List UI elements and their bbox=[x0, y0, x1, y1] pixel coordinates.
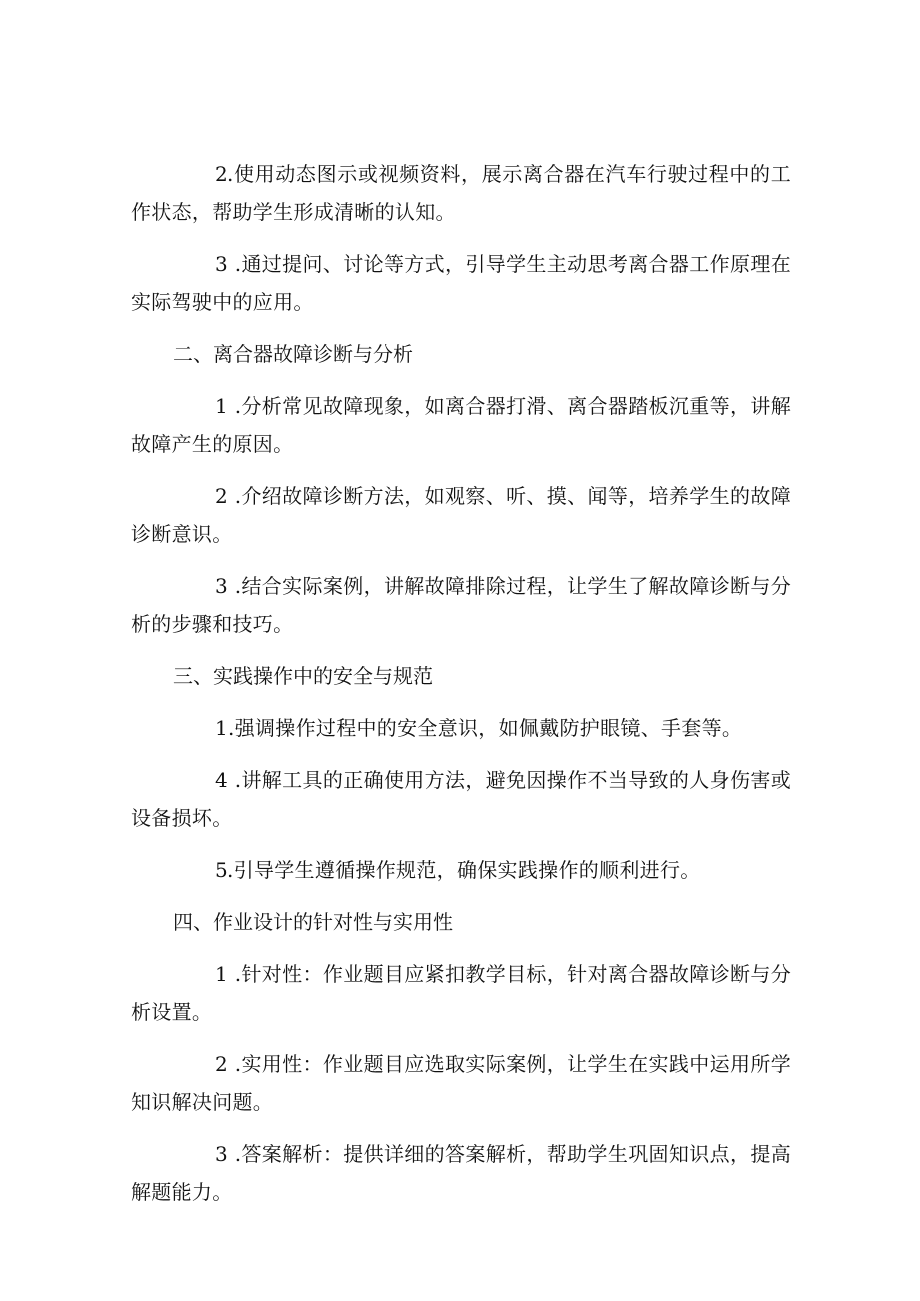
paragraph-item-1-safety-awareness bbox=[131, 709, 791, 747]
section-heading-safety: 三、实践操作中的安全与规范 bbox=[173, 664, 433, 688]
paragraph-item-5-operation-rules bbox=[131, 851, 791, 889]
paragraph-item-2-practicality bbox=[131, 1045, 791, 1121]
item-number: 3 bbox=[215, 574, 229, 598]
item-number: 1 bbox=[215, 716, 229, 740]
paragraph-text: .引导学生遵循操作规范，确保实践操作的顺利进行。 bbox=[227, 858, 701, 882]
item-number: 2 bbox=[215, 1052, 229, 1076]
paragraph-text: .实用性：作业题目应选取实际案例，让学生在实践中运用所学知识解决问题。 bbox=[131, 1052, 791, 1114]
paragraph-item-1-fault-phenomena bbox=[131, 387, 791, 463]
item-number: 4 bbox=[215, 768, 229, 792]
item-number: 5 bbox=[215, 858, 229, 882]
item-number: 2 bbox=[215, 162, 229, 186]
paragraph-item-3-case-study bbox=[131, 567, 791, 643]
paragraph-text: .介绍故障诊断方法，如观察、听、摸、闻等，培养学生的故障诊断意识。 bbox=[131, 484, 791, 546]
paragraph-text: .强调操作过程中的安全意识，如佩戴防护眼镜、手套等。 bbox=[228, 716, 743, 740]
paragraph-item-3-answer-analysis bbox=[131, 1135, 791, 1211]
item-number: 1 bbox=[215, 962, 229, 986]
document-body bbox=[131, 155, 791, 1225]
paragraph-text: .分析常见故障现象，如离合器打滑、离合器踏板沉重等，讲解故障产生的原因。 bbox=[131, 394, 791, 456]
paragraph-text: .通过提问、讨论等方式，引导学生主动思考离合器工作原理在实际驾驶中的应用。 bbox=[131, 252, 791, 314]
paragraph-text: .答案解析：提供详细的答案解析，帮助学生巩固知识点，提高解题能力。 bbox=[131, 1142, 791, 1204]
paragraph-item-4-tool-usage bbox=[131, 761, 791, 837]
paragraph-text: .针对性：作业题目应紧扣教学目标，针对离合器故障诊断与分析设置。 bbox=[131, 962, 791, 1024]
item-number: 2 bbox=[215, 484, 229, 508]
section-heading-fault-diagnosis: 二、离合器故障诊断与分析 bbox=[173, 342, 413, 366]
paragraph-text: .讲解工具的正确使用方法，避免因操作不当导致的人身伤害或设备损坏。 bbox=[131, 768, 791, 830]
section-heading-homework-design: 四、作业设计的针对性与实用性 bbox=[173, 910, 453, 934]
paragraph-text: .使用动态图示或视频资料，展示离合器在汽车行驶过程中的工作状态，帮助学生形成清晰的认知。 bbox=[131, 162, 791, 224]
paragraph-item-2-dynamic-diagrams bbox=[131, 155, 791, 231]
paragraph-item-1-pertinence bbox=[131, 955, 791, 1031]
paragraph-item-2-diagnosis-methods bbox=[131, 477, 791, 553]
paragraph-item-3-questioning bbox=[131, 245, 791, 321]
item-number: 1 bbox=[215, 394, 229, 418]
item-number: 3 bbox=[215, 252, 229, 276]
paragraph-text: .结合实际案例，讲解故障排除过程，让学生了解故障诊断与分析的步骤和技巧。 bbox=[131, 574, 791, 636]
item-number: 3 bbox=[215, 1142, 229, 1166]
